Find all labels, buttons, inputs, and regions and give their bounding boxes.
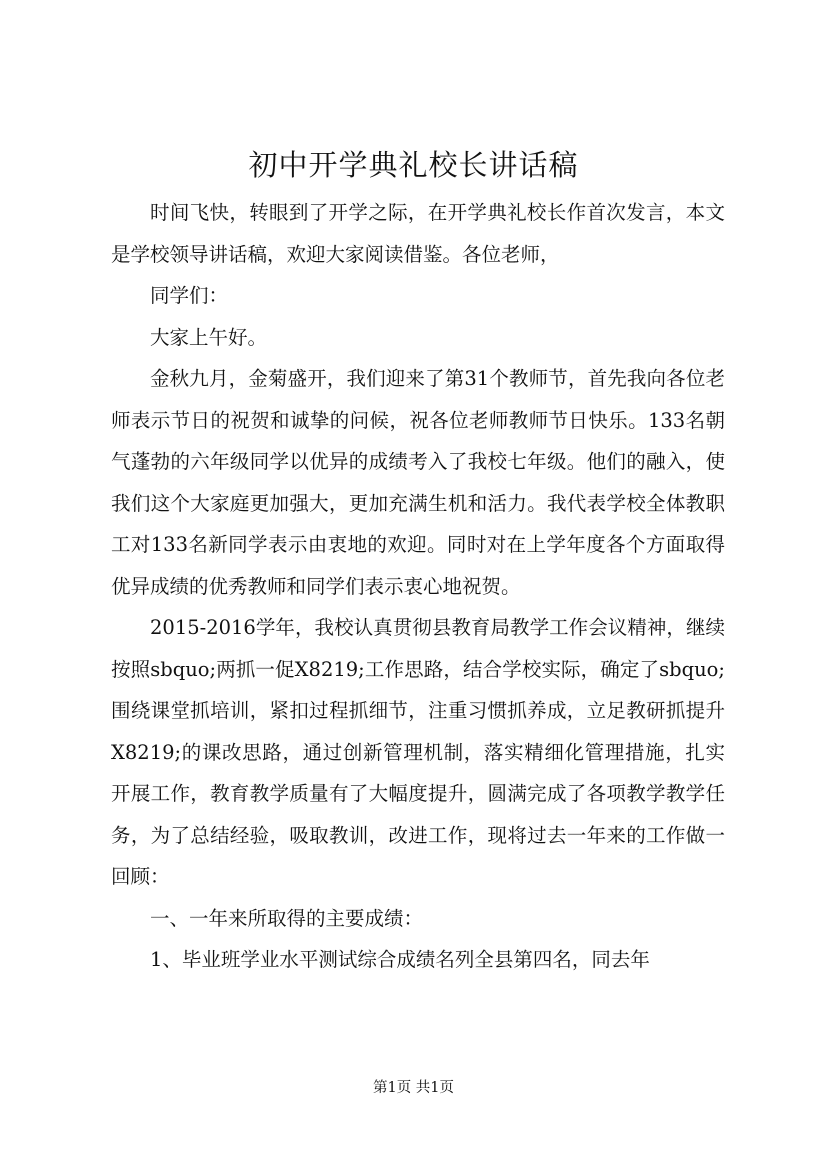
paragraph-achievement-1: 1、毕业班学业水平测试综合成绩名列全县第四名，同去年 [150,948,650,971]
paragraph-greeting: 同学们： [150,284,229,307]
document-body [111,192,725,981]
paragraph-teachers-day: 金秋九月，金菊盛开，我们迎来了第31个教师节，首先我向各位老师表示节日的祝贺和诚挚的问候，祝各位老师教师节日快乐。133名朝气蓬勃的六年级同学以优异的成绩考入了我校七年级。他们的融入，使我们这个大家庭更加强大，更加充满生机和活力。我代表学校全体教职工对133名新同学表示由衷地的欢迎。同时对在上学年度各个方面取得优异成绩的优秀教师和同学们表示衷心地祝贺。 [111,367,725,598]
document-title: 初中开学典礼校长讲话稿 [248,148,579,182]
paragraph-intro: 时间飞快，转眼到了开学之际，在开学典礼校长作首次发言，本文是学校领导讲话稿，欢迎大家阅读借鉴。各位老师， [111,201,725,266]
section-heading-achievements: 一、一年来所取得的主要成绩： [150,906,424,930]
page-number-footer: 第1页 共1页 [372,1080,455,1096]
paragraph-good-morning: 大家上午好。 [150,325,268,349]
paragraph-school-year-review: 2015-2016学年，我校认真贯彻县教育局教学工作会议精神，继续按照sbquo;两抓一促X8219;工作思路，结合学校实际，确定了sbquo;围绕课堂抓培训，紧扣过程抓细节，注重习惯抓养成，立足教研抓提升X8219;的课改思路，通过创新管理机制，落实精细化管理措施，扎实开展工作，教育教学质量有了大幅度提升，圆满完成了各项教学教学任务，为了总结经验，吸取教训，改进工作，现将过去一年来的工作做一回顾： [111,616,725,888]
